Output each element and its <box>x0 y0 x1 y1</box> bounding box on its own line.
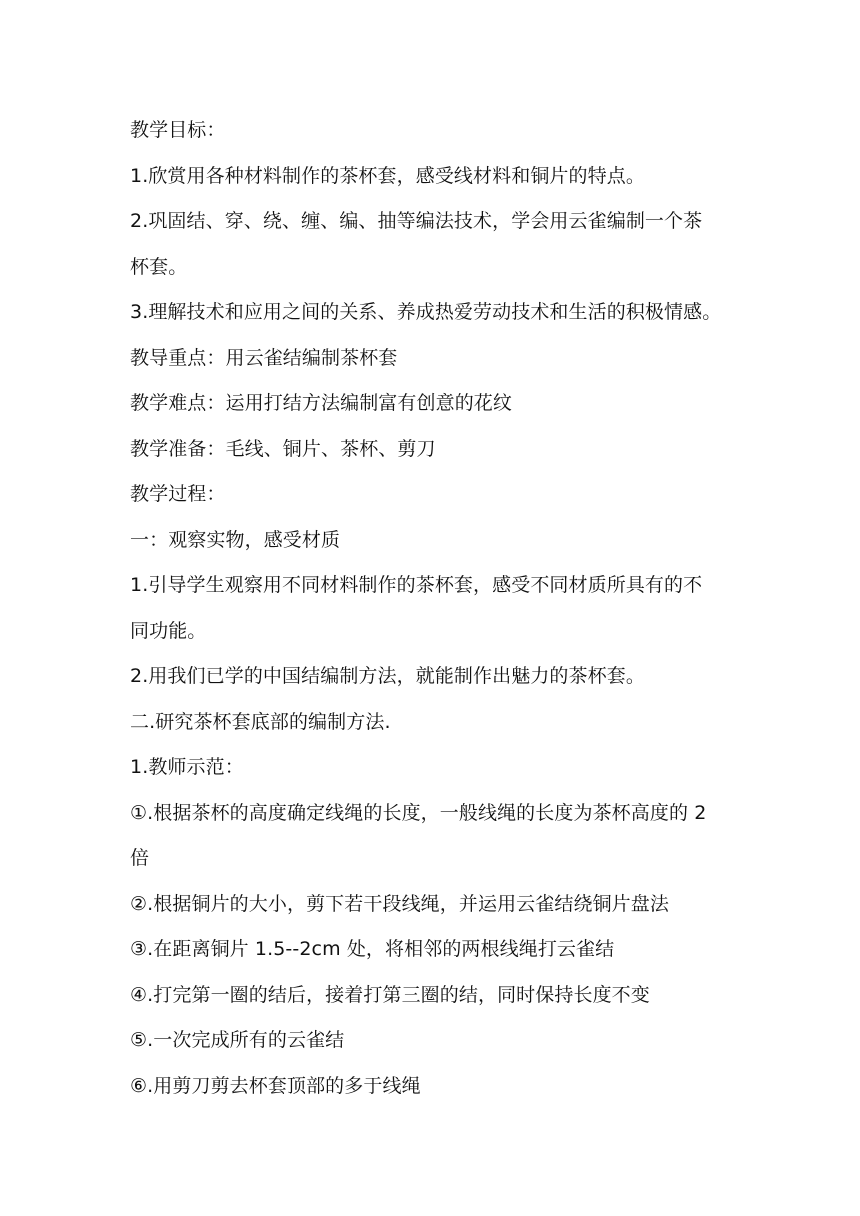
goal-item-2-continued: 杯套。 <box>130 255 188 278</box>
step-5: ⑤.一次完成所有的云雀结 <box>130 1029 345 1051</box>
heading-teaching-process: 教学过程： <box>130 483 226 505</box>
section-1-item-1-continued: 同功能。 <box>130 619 207 642</box>
goal-item-2: 2.巩固结、穿、绕、缠、编、抽等编法技术，学会用云雀编制一个茶 <box>130 210 703 232</box>
step-2: ②.根据铜片的大小，剪下若干段线绳，并运用云雀结绕铜片盘法 <box>130 892 669 915</box>
step-4: ④.打完第一圈的结后，接着打第三圈的结，同时保持长度不变 <box>130 983 650 1006</box>
step-1-continued: 倍 <box>130 847 150 869</box>
step-6: ⑥.用剪刀剪去杯套顶部的多于线绳 <box>130 1074 421 1097</box>
goal-item-1: 1.欣赏用各种材料制作的茶杯套，感受线材料和铜片的特点。 <box>130 164 645 187</box>
document-body <box>130 108 740 1109</box>
section-1-item-1: 1.引导学生观察用不同材料制作的茶杯套，感受不同材质所具有的不 <box>130 574 703 596</box>
heading-teaching-goals: 教学目标： <box>130 119 226 141</box>
teacher-demo-heading: 1.教师示范： <box>130 756 244 778</box>
teaching-preparation: 教学准备：毛线、铜片、茶杯、剪刀 <box>130 437 436 460</box>
goal-item-3: 3.理解技术和应用之间的关系、养成热爱劳动技术和生活的积极情感。 <box>130 301 722 323</box>
section-1-title: 一：观察实物，感受材质 <box>130 528 341 551</box>
section-1-item-2: 2.用我们已学的中国结编制方法，就能制作出魅力的茶杯套。 <box>130 665 645 687</box>
step-3: ③.在距离铜片 1.5--2cm 处，将相邻的两根线绳打云雀结 <box>130 938 615 960</box>
teaching-difficulty: 教学难点：运用打结方法编制富有创意的花纹 <box>130 392 513 414</box>
step-1: ①.根据茶杯的高度确定线绳的长度，一般线绳的长度为茶杯高度的 2 <box>130 801 707 824</box>
teaching-focus: 教导重点：用云雀结编制茶杯套 <box>130 346 398 369</box>
section-2-title: 二.研究茶杯套底部的编制方法. <box>130 710 391 733</box>
